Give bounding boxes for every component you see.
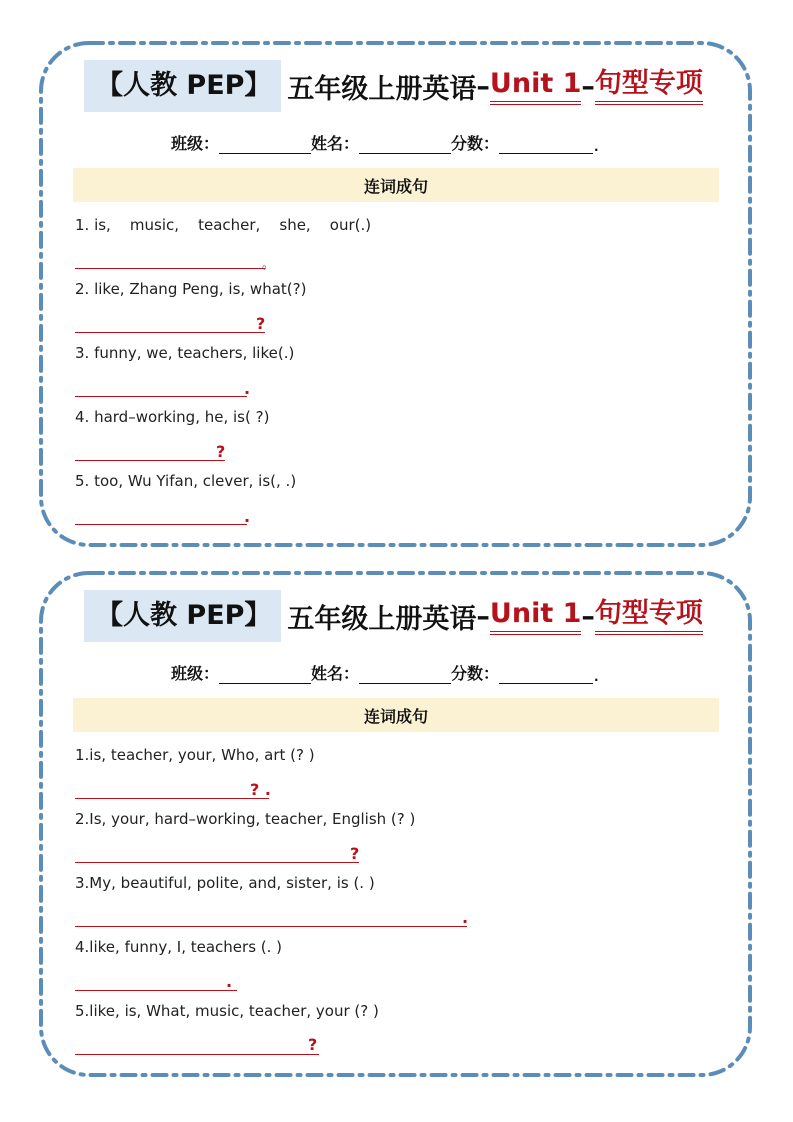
answer-end-mark: ? (308, 1035, 318, 1054)
question-text: 2. like, Zhang Peng, is, what(?) (75, 280, 307, 298)
answer-line[interactable] (75, 314, 265, 333)
question-text: 5.like, is, What, music, teacher, your (? ) (75, 1002, 379, 1020)
title-dash: – (581, 600, 595, 632)
answer-end-mark: ? (216, 442, 226, 461)
info-end-mark: . (594, 670, 599, 684)
section-header (73, 168, 719, 202)
title-unit: Unit 1 (490, 67, 582, 105)
answer-line[interactable] (75, 442, 225, 461)
answer-line[interactable] (75, 506, 247, 525)
student-info-row (171, 130, 599, 154)
name-label: 姓名： (311, 664, 360, 683)
answer-end-mark: ? (350, 844, 360, 863)
section-header (73, 698, 719, 732)
score-label: 分数： (451, 664, 500, 683)
name-label: 姓名： (311, 134, 360, 153)
answer-end-mark: 。 (262, 257, 276, 272)
question-text: 3.My, beautiful, polite, and, sister, is (. ) (75, 874, 375, 892)
title-unit: Unit 1 (490, 597, 582, 635)
answer-end-mark: ? (256, 314, 266, 333)
title-tag: 【人教 PEP】 (84, 590, 281, 642)
title-topic: 句型专项 (595, 597, 703, 635)
answer-line[interactable] (75, 780, 269, 799)
answer-line[interactable] (75, 908, 467, 927)
class-label: 班级： (171, 134, 220, 153)
answer-end-mark: ? . (250, 780, 271, 799)
score-label: 分数： (451, 134, 500, 153)
answer-line[interactable] (75, 1036, 319, 1055)
question-text: 4. hard–working, he, is( ?) (75, 408, 270, 426)
question-text: 1. is, music, teacher, she, our(.) (75, 216, 372, 234)
answer-end-mark: . (244, 379, 251, 398)
answer-line[interactable] (75, 378, 247, 397)
question-text: 5. too, Wu Yifan, clever, is(, .) (75, 472, 297, 490)
title-dash: – (476, 70, 490, 102)
answer-end-mark: . (244, 507, 251, 526)
answer-end-mark: . (226, 972, 233, 991)
section-title: 连词成句 (363, 176, 428, 196)
name-field[interactable] (359, 135, 451, 154)
question-text: 3. funny, we, teachers, like(.) (75, 344, 295, 362)
worksheet-card-2 (38, 570, 753, 1078)
class-label: 班级： (171, 664, 220, 683)
answer-line[interactable] (75, 250, 265, 269)
answer-end-mark: . (462, 908, 469, 927)
section-title: 连词成句 (363, 706, 428, 726)
student-info-row (171, 660, 599, 684)
title-main: 五年级上册英语 (287, 73, 477, 105)
answer-line[interactable] (75, 972, 237, 991)
title-main: 五年级上册英语 (287, 603, 477, 635)
title-dash: – (476, 600, 490, 632)
worksheet-title (84, 590, 703, 642)
class-field[interactable] (219, 135, 311, 154)
title-tag: 【人教 PEP】 (84, 60, 281, 112)
question-text: 1.is, teacher, your, Who, art (? ) (75, 746, 315, 764)
info-end-mark: . (594, 140, 599, 154)
answer-line[interactable] (75, 844, 359, 863)
question-text: 2.Is, your, hard–working, teacher, English (? ) (75, 810, 416, 828)
title-topic: 句型专项 (595, 67, 703, 105)
title-dash: – (581, 70, 595, 102)
worksheet-card-1 (38, 40, 753, 548)
name-field[interactable] (359, 665, 451, 684)
score-field[interactable] (499, 135, 593, 154)
question-text: 4.like, funny, I, teachers (. ) (75, 938, 283, 956)
score-field[interactable] (499, 665, 593, 684)
class-field[interactable] (219, 665, 311, 684)
worksheet-title (84, 60, 703, 112)
